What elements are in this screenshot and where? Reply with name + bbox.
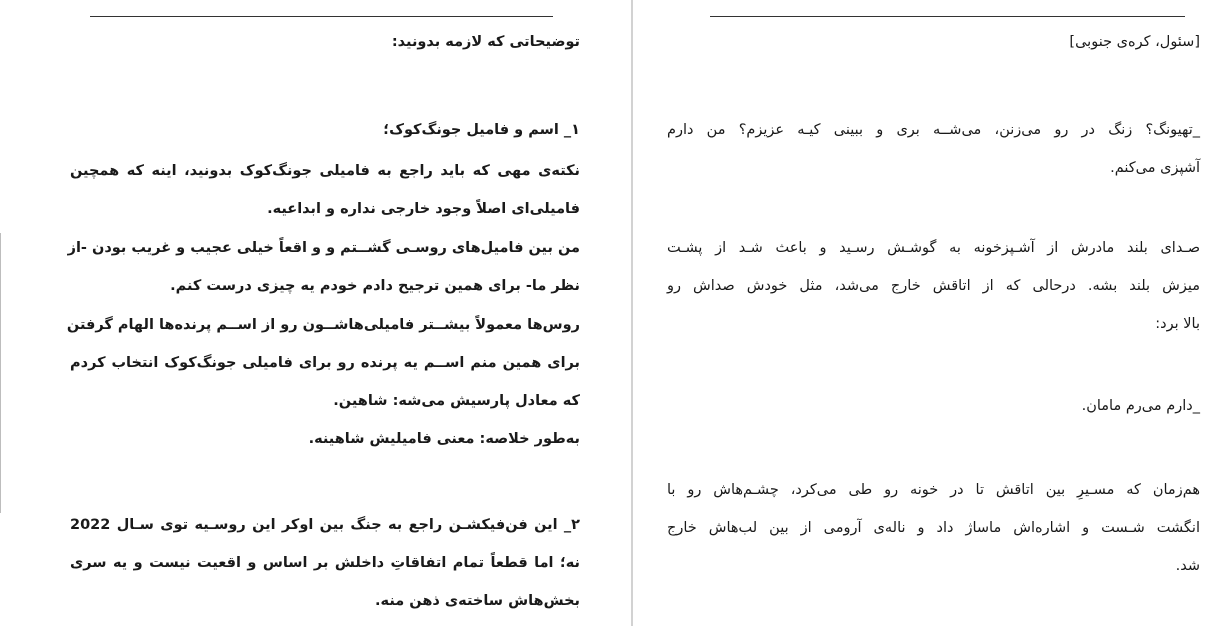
left-edge-rule xyxy=(0,233,1,513)
left-page xyxy=(60,0,580,626)
paragraph-mother-voice: صـدای بلند مادرش از آشـپزخونه به گوشـش رسـید و باعث شـد از پشـت میزش بلند بشه. درحالی که از اتاقش خارج می‌شد، مثل خودش صداش رو بالا برد: xyxy=(667,240,1200,332)
explanations-heading: توضیحاتی که لازمه بدونید: xyxy=(391,34,580,50)
header-rule xyxy=(90,16,553,17)
item-1-title: ۱_ اسم و فامیل جونگ‌کوک؛ xyxy=(383,122,580,138)
paragraph-reply: _دارم می‌رم مامان. xyxy=(1081,398,1200,414)
paragraph-summary: به‌طور خلاصه: معنی فامیلیش شاهینه. xyxy=(308,431,580,447)
paragraph-hallway: هم‌زمان که مسـیرِ بین اتاقش تا در خونه رو طی می‌کرد، چشـم‌هاش رو با انگشت شـست و اشاره‌اش ماساژ داد و ناله‌ی آرومی از بین لب‌هاش خارج شد. xyxy=(667,482,1200,574)
location-line: [سئول، کره‌ی جنوبی] xyxy=(1069,34,1200,50)
paragraph-doorbell: _تهیونگ؟ زنگ در رو می‌زنن، می‌شــه بری و ببینی کیـه عزیزم؟ من دارم آشپزی می‌کنم. xyxy=(667,122,1200,176)
paragraph-bird-names: روس‌ها معمولاً بیشــتر فامیلی‌هاشــون رو از اســم پرنده‌ها الهام گرفتن برای همین منم اســم یه پرنده رو برای فامیلی جونگ‌کوک انتخاب کردم که معادل پارسیش می‌شه: شاهین. xyxy=(66,317,580,409)
page-divider xyxy=(631,0,633,626)
item-2-war-note: ۲_ این فن‌فیکشـن راجع به جنگ بین اوکر این روسـیه توی سـال 2022 نه؛ اما قطعاً تمام اتفاقاتِ داخلش بر اساس و اقعیت نیست و یه سری بخش‌هاش ساخته‌ی ذهن منه. xyxy=(70,517,580,609)
paragraph-russian-surnames: من بین فامیل‌های روسـی گشــتم و و اقعاً خیلی عجیب و غریب بودن -از نظر ما- برای همین ترجیح دادم خودم یه چیزی درست کنم. xyxy=(67,240,580,294)
header-rule xyxy=(710,16,1185,17)
paragraph-surname-note: نکته‌ی مهی که باید راجع به فامیلی جونگ‌کوک بدونید، اینه که همچین فامیلی‌ای اصلاً وجود خارجی نداره و ابداعیه. xyxy=(70,163,580,217)
right-page xyxy=(655,0,1200,626)
